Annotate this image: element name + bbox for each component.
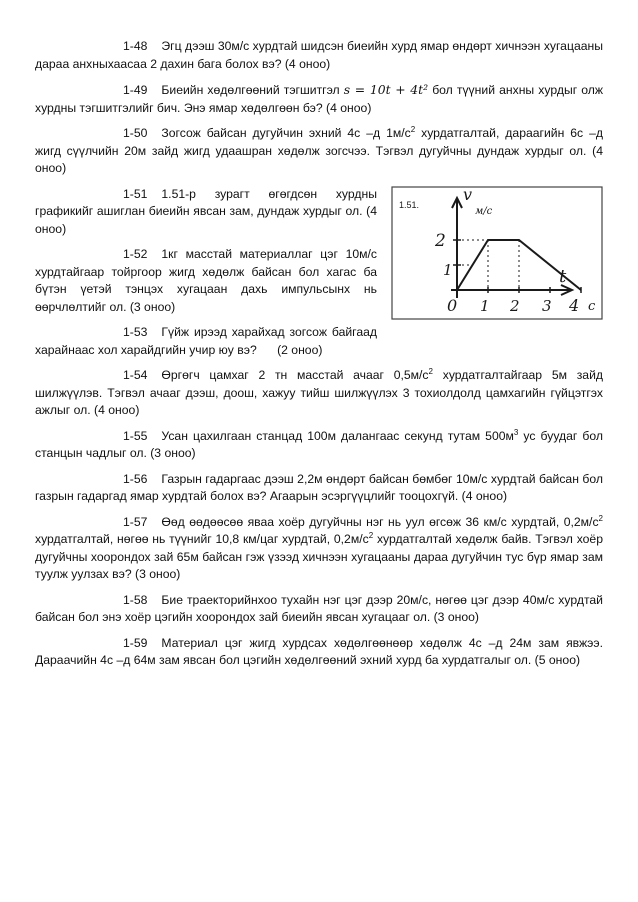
- problem-number: 1-52: [123, 247, 148, 261]
- y-tick-2: 2: [435, 230, 446, 251]
- problem-text: Гүйж ирээд харайхад зогсож байгаад харайнаас хол харайдгийн учир юу вэ?: [35, 325, 377, 357]
- problem-text: 1.51-р зурагт өгөгдсөн хурдны графикийг ашиглан биеийн явсан зам, дундаж хурдыг ол. (4 оноо): [35, 186, 377, 236]
- problem-1-57: [35, 514, 603, 584]
- problem-number: 1-48: [123, 39, 148, 53]
- problem-number: 1-58: [123, 592, 148, 607]
- document-page: [35, 38, 603, 678]
- problem-text: хурдатгалтай хөдөлж байв. Тэгвэл хоёр дугуйчны хоорондох зай 65м байсан гэж үзээд хичнээн хугацааны дараа дугуйчин тус бүр ямар зам туулж уулзах вэ? (3 оноо): [35, 532, 603, 581]
- problem-text: 1кг масстай материаллаг цэг 10м/с хурдтайгаар тойргоор жигд хөдөлж байсан бол хагас ба бүтэн үетэй тэнцэх хугацаан дахь импульсынх нь өөрчлөлтийг ол. (3 оноо): [35, 247, 377, 314]
- problem-number: 1-55: [123, 428, 148, 443]
- graph-svg: [391, 186, 603, 320]
- superscript: 3: [513, 427, 519, 437]
- problem-1-48: [35, 38, 603, 73]
- problem-text: Зогсож байсан дугуйчин эхний 4с –д 1м/с: [161, 126, 411, 140]
- x-tick-2: 2: [510, 296, 520, 315]
- velocity-time-graph: [391, 186, 603, 320]
- problem-text: ус буудаг бол станцын чадлыг ол. (3 оноо): [35, 428, 604, 460]
- superscript: 2: [410, 124, 416, 134]
- t-axis-unit: с: [588, 298, 596, 314]
- problem-text: Бие траекторийнхоо тухайн нэг цэг дээр 20м/с, нөгөө цэг дээр 40м/с хурдтай байсан бол энэ хоёр цэгийн хоорондох зай биеийн явсан хугацааг ол. (3 оноо): [35, 592, 603, 624]
- problem-text: хурдатгалтай, нөгөө нь түүнийг 10,8 км/цаг хурдтай, 0,2м/с: [35, 532, 369, 546]
- problem-1-59: [35, 635, 603, 670]
- x-tick-3: 3: [542, 296, 552, 315]
- problem-text: Газрын гадаргаас дээш 2,2м өндөрт байсан бөмбөг 10м/с хурдтай байсан бол газрын гадаргад ямар хурдтай болох вэ? Агаарын эсэргүүцлийг тооцохгүй. (4 оноо): [35, 471, 603, 503]
- problem-text: бол түүний анхны хурдыг олж хурдны тэгшитгэлийг бич. Энэ ямар хөдөлгөөн бэ? (4 оноо): [35, 83, 604, 115]
- problem-1-55: [35, 428, 603, 463]
- problem-text: Эгц дээш 30м/с хурдтай шидсэн биеийн хурд ямар өндөрт хичнээн хугацааны дараа анхныхаасаа 2 дахин бага болох вэ? (4 оноо): [35, 39, 603, 71]
- problem-number: 1-56: [123, 471, 148, 486]
- v-axis-label: v: [463, 185, 473, 204]
- problem-1-56: [35, 471, 603, 506]
- motion-equation: s = 10t + 4t²: [343, 82, 429, 97]
- superscript: 2: [368, 530, 374, 540]
- superscript: 2: [598, 513, 603, 523]
- problem-number: 1-59: [123, 635, 148, 650]
- problem-text: Өргөгч цамхаг 2 тн масстай ачааг 0,5м/с: [161, 368, 429, 382]
- figure-caption: 1.51.: [399, 199, 420, 210]
- t-axis-label: t: [559, 265, 567, 287]
- problem-text: Усан цахилгаан станцад 100м далангаас секунд тутам 500м: [161, 428, 514, 443]
- figure-section: [35, 186, 603, 368]
- v-axis-unit: м/с: [475, 205, 493, 217]
- problem-number: 1-50: [123, 126, 148, 140]
- superscript: 2: [428, 366, 433, 376]
- problem-text: хурдатгалтай, дараагийн 6с –д жигд сүүлчийн 20м зайд жигд удаашран хөдөлж зогсчээ. Тэгвэл дугуйчны дундаж хурдыг ол. (4 оноо): [35, 126, 603, 175]
- problem-number: 1-53: [123, 325, 148, 339]
- problem-1-53: [35, 324, 603, 359]
- problem-text: Биеийн хөдөлгөөний тэгшитгэл: [161, 83, 340, 97]
- problem-1-50: [35, 125, 603, 178]
- problem-text: хурдатгалтайгаар 5м зайд шилжүүлэв. Тэгвэл ачааг дээш, доош, хажуу тийш шилжүүлэх 3 тохиолдолд цамхагийн гүйцэтгэх ажлыг ол. (4 оноо): [35, 368, 603, 417]
- y-tick-1: 1: [443, 260, 453, 279]
- problem-number: 1-57: [123, 514, 148, 529]
- problem-number: 1-54: [123, 368, 148, 382]
- problem-text: Материал цэг жигд хурдсах хөдөлгөөнөөр хөдөлж 4с –д 24м зам явжээ. Дараачийн 4с –д 64м зам явсан бол цэгийн хөдөлгөөний эхний хурд ба хурдатгалыг ол. (5 оноо): [35, 635, 603, 667]
- problem-1-54: [35, 367, 603, 420]
- problem-text: Өөд өөдөөсөө яваа хоёр дугуйчны нэг нь уул өгсөж 36 км/с хурдтай, 0,2м/с: [161, 514, 599, 529]
- problem-number: 1-49: [123, 83, 148, 97]
- x-tick-4: 4: [569, 295, 580, 315]
- problem-1-58: [35, 592, 603, 627]
- problem-1-49: [35, 81, 603, 117]
- problem-number: 1-51: [123, 186, 148, 201]
- problem-points: (2 оноо): [277, 342, 323, 357]
- x-tick-1: 1: [480, 296, 490, 315]
- x-tick-0: 0: [447, 295, 458, 315]
